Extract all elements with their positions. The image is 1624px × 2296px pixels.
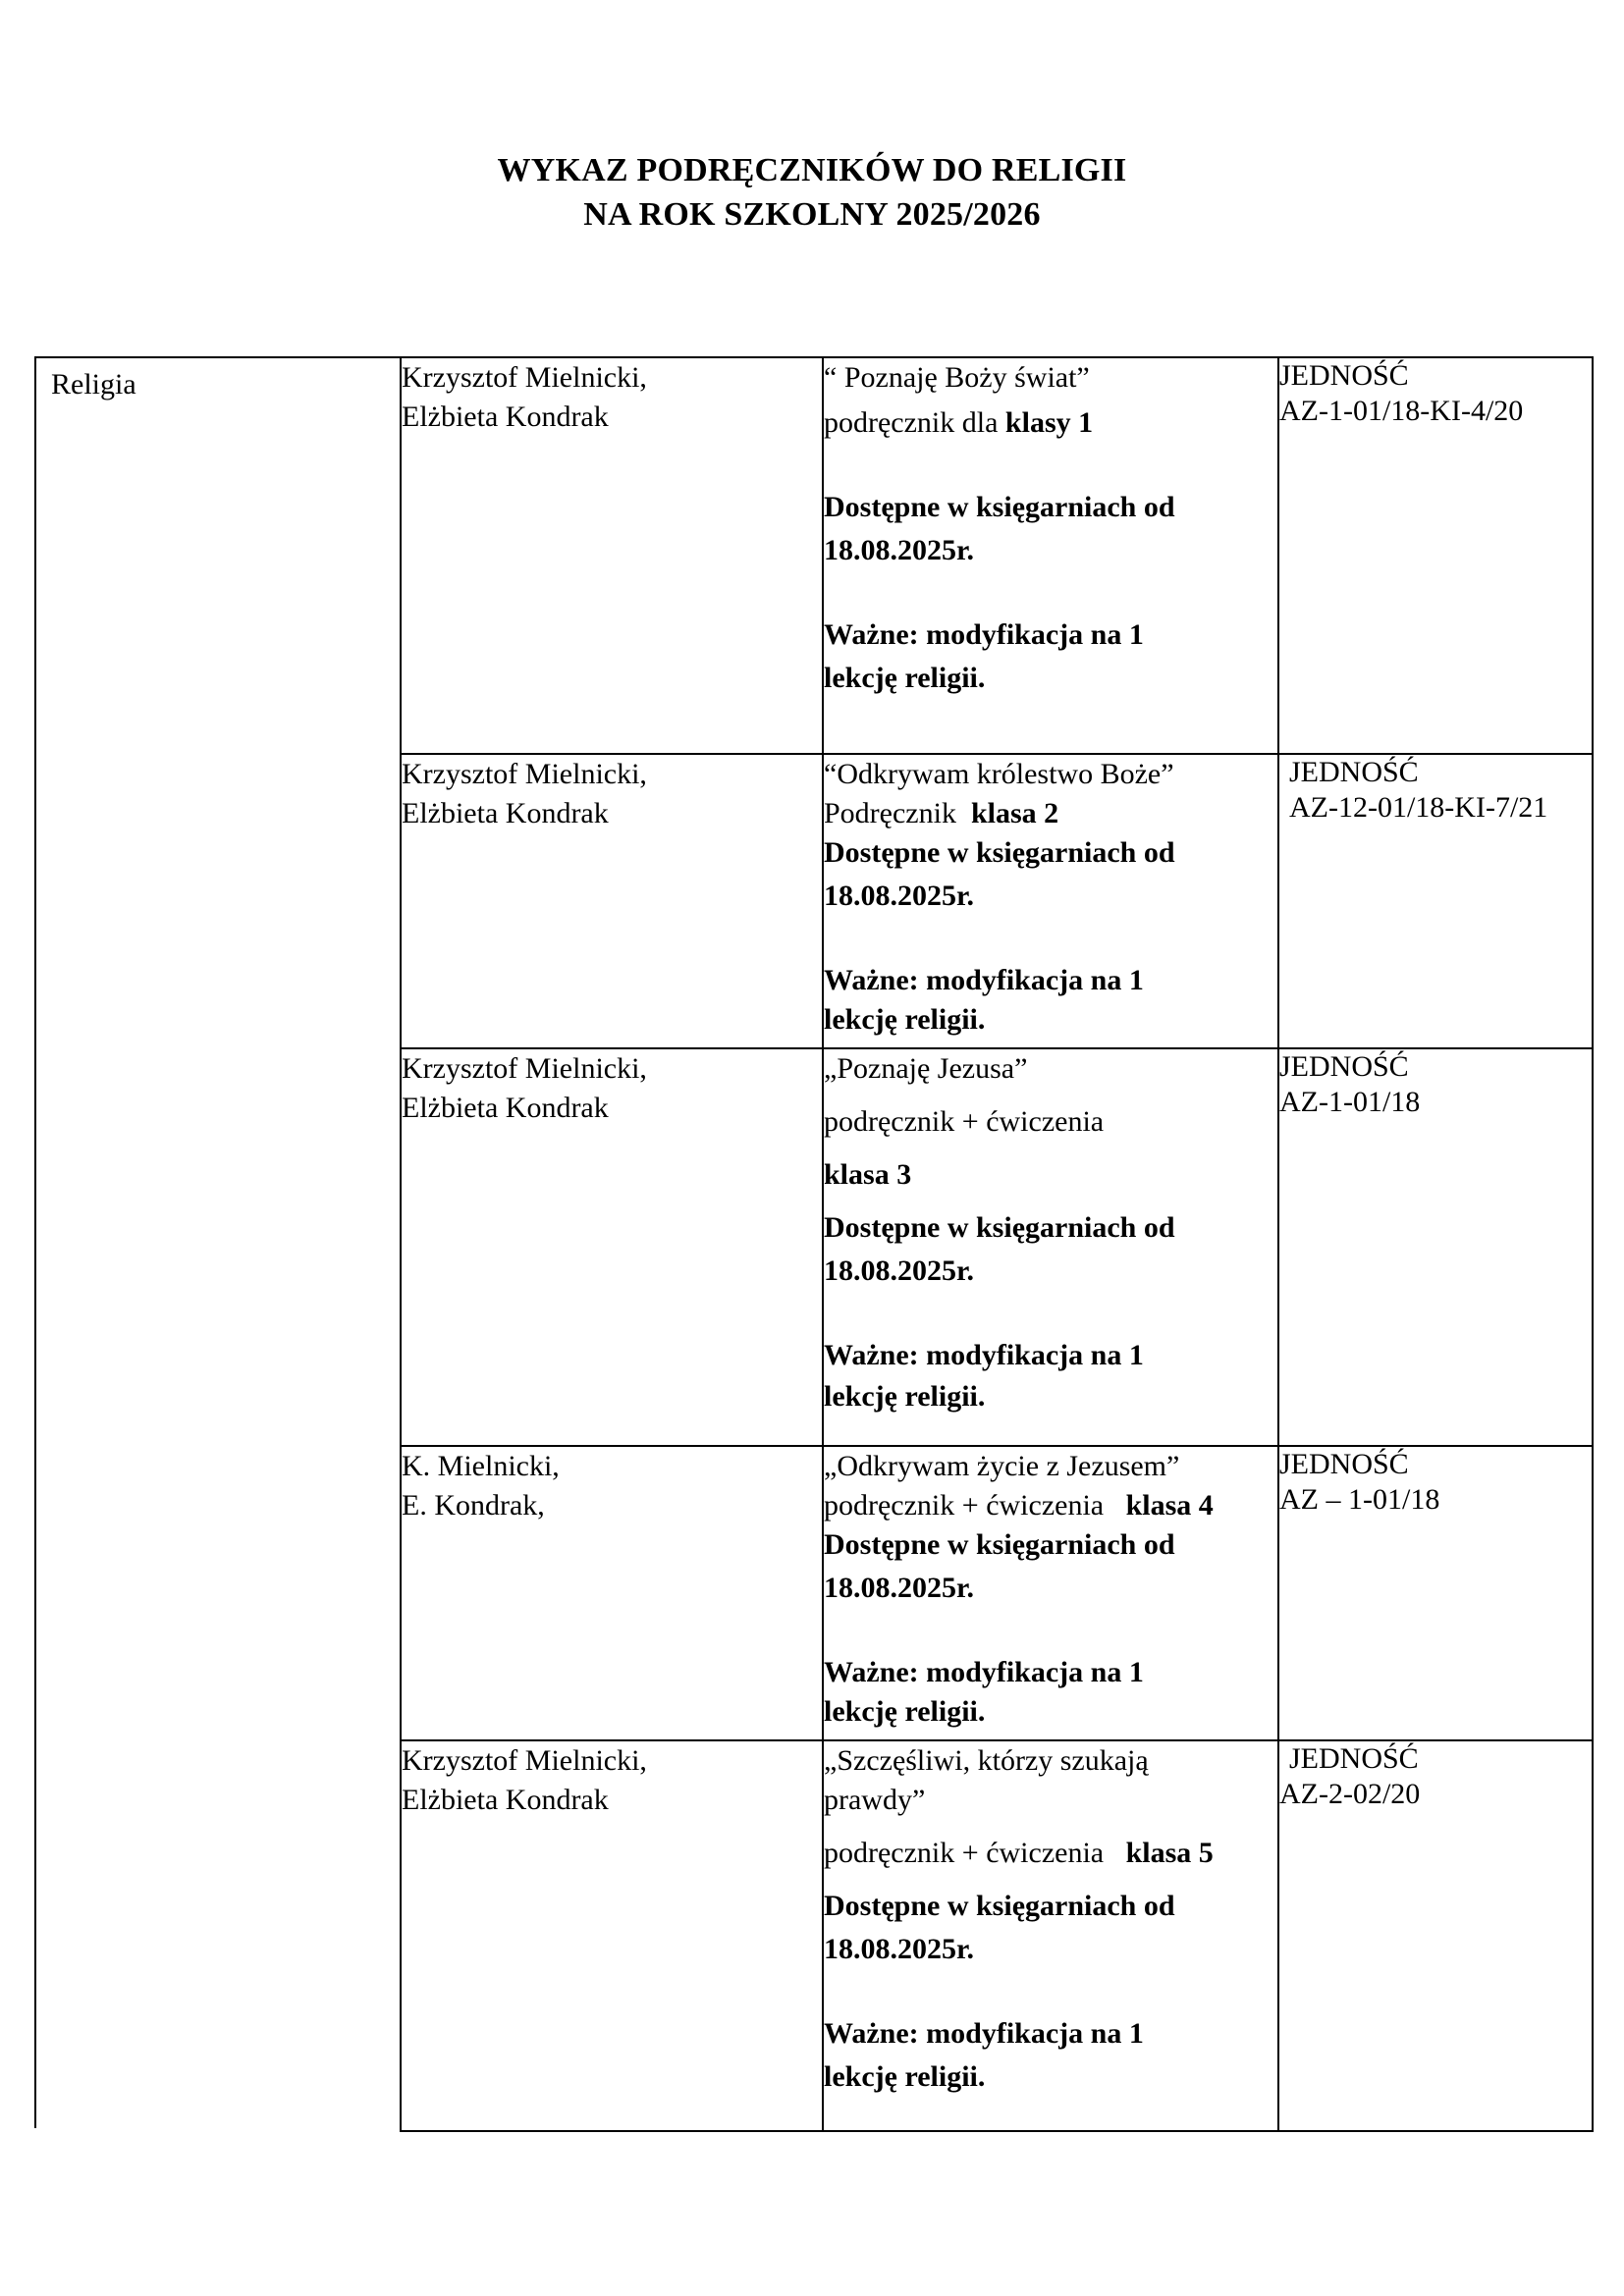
book-desc-text: Podręcznik [824,797,971,829]
availability-text: Dostępne w księgarniach od [824,836,1175,869]
note-text: Ważne: modyfikacja na 1 [824,964,1144,996]
note-text: Ważne: modyfikacja na 1 [824,2017,1144,2050]
approval-number: AZ-2-02/20 [1279,1778,1421,1810]
document-title-line1: WYKAZ PODRĘCZNIKÓW DO RELIGII [497,152,1127,188]
table-row [401,1446,1593,1740]
table-row [401,754,1593,1048]
author-cell [401,754,823,1048]
note-text: lekcję religii. [824,1003,986,1036]
note-text: lekcję religii. [824,1380,986,1413]
author-name: Krzysztof Mielnicki, [402,1744,647,1777]
book-desc [824,1834,1277,1873]
subject-column-border [34,356,36,2128]
book-desc-text: podręcznik + ćwiczenia [824,1489,1126,1522]
book-desc [824,1486,1277,1525]
book-cell [823,357,1278,754]
author-name: Krzysztof Mielnicki, [402,361,647,394]
publisher-name: JEDNOŚĆ [1279,1050,1409,1083]
table-row [401,1740,1593,2131]
book-cell [823,1740,1278,2131]
author-name: K. Mielnicki, [402,1450,560,1482]
table-row [401,357,1593,754]
book-class: klasa 4 [1125,1489,1214,1522]
note-text: Ważne: modyfikacja na 1 [824,1339,1144,1371]
book-class: klasa 5 [1125,1837,1214,1869]
code-cell [1278,754,1593,1048]
availability-date: 18.08.2025r. [824,1933,975,1965]
author-name: Elżbieta Kondrak [402,1784,609,1816]
book-title: “ Poznaję Boży świat” [824,361,1090,394]
author-name: Krzysztof Mielnicki, [402,1052,647,1085]
author-cell [401,1446,823,1740]
availability-text: Dostępne w księgarniach od [824,491,1175,523]
approval-number: AZ-1-01/18-KI-4/20 [1279,395,1524,427]
note-text: Ważne: modyfikacja na 1 [824,1656,1144,1688]
publisher-name: JEDNOŚĆ [1279,359,1409,392]
publisher-name: JEDNOŚĆ [1279,1448,1409,1480]
availability-date: 18.08.2025r. [824,1255,975,1287]
author-name: Krzysztof Mielnicki, [402,758,647,790]
note-text: lekcję religii. [824,2060,986,2093]
note-text: lekcję religii. [824,662,986,694]
publisher-name: JEDNOŚĆ [1289,1742,1419,1775]
author-name: E. Kondrak, [402,1489,545,1522]
publisher-name: JEDNOŚĆ [1289,756,1419,788]
author-cell [401,1740,823,2131]
book-desc [824,403,1277,443]
subject-label: Religia [51,368,136,400]
author-name: Elżbieta Kondrak [402,797,609,829]
approval-number: AZ-1-01/18 [1279,1086,1421,1118]
availability-text: Dostępne w księgarniach od [824,1528,1175,1561]
approval-number: AZ – 1-01/18 [1279,1483,1440,1516]
availability-text: Dostępne w księgarniach od [824,1890,1175,1922]
note-text: Ważne: modyfikacja na 1 [824,618,1144,651]
book-class: klasa 2 [970,797,1059,829]
book-cell [823,1048,1278,1446]
textbook-table [400,356,1594,2132]
code-cell [1278,357,1593,754]
code-cell [1278,1446,1593,1740]
subject-column-top-border [34,356,401,358]
book-desc-text: podręcznik + ćwiczenia [824,1837,1126,1869]
availability-date: 18.08.2025r. [824,534,975,566]
book-title: prawdy” [824,1784,926,1816]
book-class: klasy 1 [1004,406,1094,439]
code-cell [1278,1740,1593,2131]
availability-text: Dostępne w księgarniach od [824,1211,1175,1244]
document-title-line2: NA ROK SZKOLNY 2025/2026 [583,196,1041,233]
book-desc-text: podręcznik dla [824,406,1005,439]
note-text: lekcję religii. [824,1695,986,1728]
code-cell [1278,1048,1593,1446]
table-row [401,1048,1593,1446]
author-name: Elżbieta Kondrak [402,1092,609,1124]
book-class: klasa 3 [824,1158,912,1191]
author-cell [401,357,823,754]
book-cell [823,1446,1278,1740]
availability-date: 18.08.2025r. [824,880,975,912]
book-title: „Szczęśliwi, którzy szukają [824,1744,1149,1777]
approval-number: AZ-12-01/18-KI-7/21 [1289,791,1548,824]
book-title: „Odkrywam życie z Jezusem” [824,1450,1180,1482]
book-cell [823,754,1278,1048]
author-name: Elżbieta Kondrak [402,400,609,433]
book-title: “Odkrywam królestwo Boże” [824,758,1174,790]
author-cell [401,1048,823,1446]
book-title: „Poznaję Jezusa” [824,1052,1028,1085]
book-desc-text: podręcznik + ćwiczenia [824,1105,1105,1138]
availability-date: 18.08.2025r. [824,1572,975,1604]
book-desc [824,794,1277,833]
